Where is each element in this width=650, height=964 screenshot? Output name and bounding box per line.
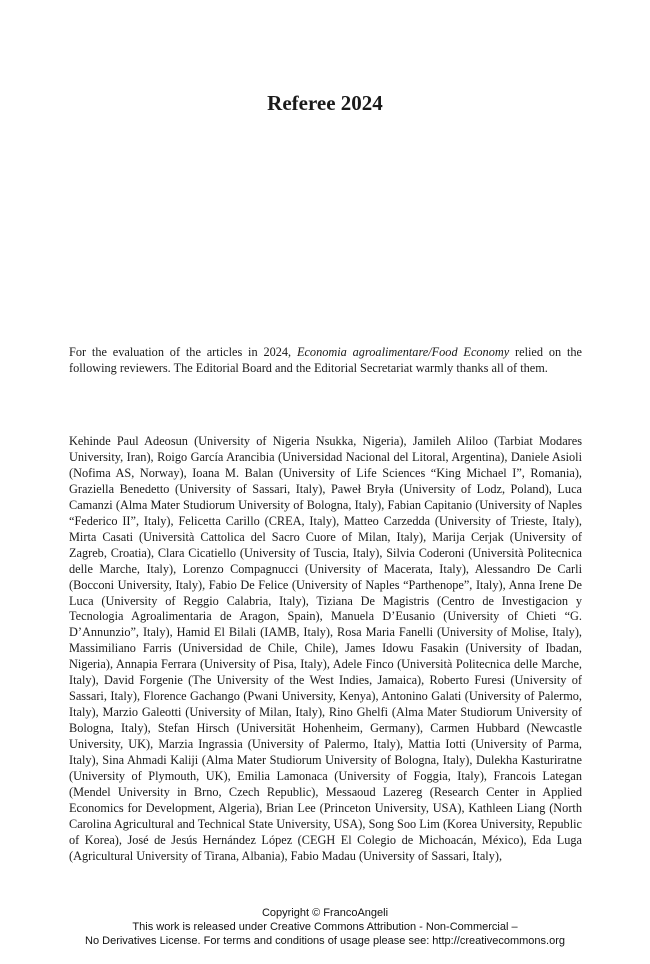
page-footer xyxy=(0,906,650,948)
license-line-1: This work is released under Creative Commons Attribution - Non-Commercial – xyxy=(132,921,518,933)
license-line-2: No Derivatives License. For terms and conditions of usage please see: http://creativecommons.org xyxy=(85,935,565,947)
copyright-notice: Copyright © FrancoAngeli xyxy=(261,907,389,919)
intro-text-end: relied on the following reviewers. The Editorial Board and the Editorial Secretariat warmly thanks all of them. xyxy=(69,345,582,375)
reviewers-list-paragraph: Kehinde Paul Adeosun (University of Nigeria Nsukka, Nigeria), Jamileh Aliloo (Tarbiat Modares University, Iran), Roigo García Arancibia (Universidad Nacional del Litoral, Argentina), Daniele Asioli (Nofima AS, Norway), Ioana M. Balan (University of Life Sciences “King Michael I”, Romania), Graziella Benedetto (University of Sassari, Italy), Paweł Bryła (University of Lodz, Poland), Luca Camanzi (Alma Mater Studiorum University of Bologna, Italy), Fabian Capitanio (University of Naples “Federico II”, Italy), Felicetta Carillo (CREA, Italy), Matteo Carzedda (University of Trieste, Italy), Mirta Casati (Università Cattolica del Sacro Cuore of Milan, Italy), Marija Cerjak (University of Zagreb, Croatia), Clara Cicatiello (University of Tuscia, Italy), Silvia Coderoni (Università Politecnica delle Marche, Italy), Lorenzo Compagnucci (University of Macerata, Italy), Alessandro De Carli (Bocconi University, Italy), Fabio De Felice (University of Naples “Parthenope”, Italy), Anna Irene De Luca (University of Reggio Calabria, Italy), Tiziana De Magistris (Centro de Investigacion y Tecnologia Agroalimentaria de Aragon, Spain), Manuela D’Eusanio (University of Chieti “G. D’Annunzio”, Italy), Hamid El Bilali (IAMB, Italy), Rosa Maria Fanelli (University of Molise, Italy), Massimiliano Farris (Universidad de Chile, Chile), James Idowu Fasakin (University of Ibadan, Nigeria), Annapia Ferrara (University of Pisa, Italy), Adele Finco (Università Politecnica delle Marche, Italy), David Forgenie (The University of the West Indies, Jamaica), Roberto Furesi (University of Sassari, Italy), Florence Gachango (Pwani University, Kenya), Antonino Galati (University of Palermo, Italy), Marzio Galeotti (University of Milan, Italy), Rino Ghelfi (Alma Mater Studiorum University of Bologna, Italy), Stefan Hirsch (Universität Hohenheim, Germany), Carmen Hubbard (Newcastle University, UK), Marzia Ingrassia (University of Palermo, Italy), Mattia Iotti (University of Parma, Italy), Sina Ahmadi Kaliji (Alma Mater Studiorum University of Bologna, Italy), Dulekha Kasturiratne (University of Plymouth, UK), Emilia Lamonaca (University of Foggia, Italy), Francois Lategan (Mendel University in Brno, Czech Republic), Messaoud Lazereg (Research Center in Applied Economics for Development, Algeria), Brian Lee (Princeton University, USA), Kathleen Liang (North Carolina Agricultural and Technical State University, USA), Song Soo Lim (Korea University, Republic of Korea), José de Jesús Hernández López (CEGH El Colegio de Michoacán, México), Eda Luga (Agricultural University of Tirana, Albania), Fabio Madau (University of Sassari, Italy), xyxy=(69,434,582,863)
page-title: Referee 2024 xyxy=(267,91,383,115)
intro-text-start: For the evaluation of the articles in 2024, xyxy=(69,345,297,359)
journal-name: Economia agroalimentare/Food Economy xyxy=(296,345,510,359)
intro-paragraph xyxy=(69,345,582,377)
